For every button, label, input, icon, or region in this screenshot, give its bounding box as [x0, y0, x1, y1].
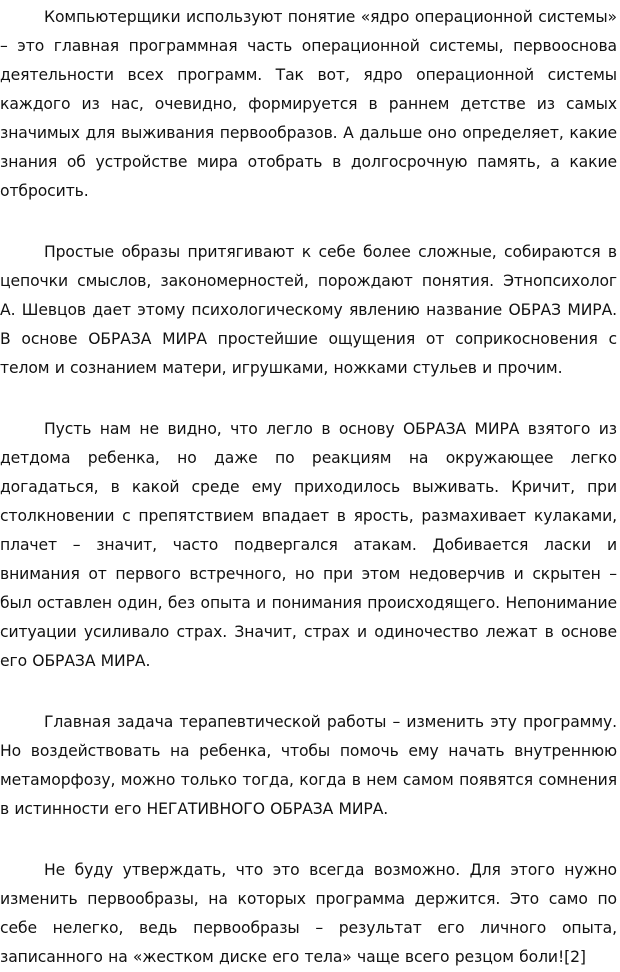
- paragraph-therapy-task: Главная задача терапевтической работы – изменить эту программу. Но воздействовать на ребенка, чтобы помочь ему начать внутреннюю метаморфозу, можно только тогда, когда в нем самом появятся сомнения в истинности его НЕГАТИВНОГО ОБРАЗА МИРА.: [0, 713, 617, 818]
- paragraph-os-kernel: Компьютерщики используют понятие «ядро операционной системы» – это главная программная часть операционной системы, первооснова деятельности всех программ. Так вот, ядро операционной системы каждого из нас, очевидно, формируется в раннем детстве из самых значимых для выживания первообразов. А дальше оно определяет, какие знания об устройстве мира отобрать в долгосрочную память, а какие отбросить.: [0, 8, 617, 200]
- paragraph-orphan-child: Пусть нам не видно, что легло в основу ОБРАЗА МИРА взятого из детдома ребенка, но даже по реакциям на окружающее легко догадаться, в какой среде ему приходилось выживать. Кричит, при столкновении с препятствием впадает в ярость, размахивает кулаками, плачет – значит, часто подвергался атакам. Добивается ласки и внимания от первого встречного, но при этом недоверчив и скрытен – был оставлен один, без опыта и понимания происходящего. Непонимание ситуации усиливало страх. Значит, страх и одиночество лежат в основе его ОБРАЗА МИРА.: [0, 420, 617, 670]
- paragraph-world-image: Простые образы притягивают к себе более сложные, собираются в цепочки смыслов, закономерностей, порождают понятия. Этнопсихолог А. Шевцов дает этому психологическому явлению название ОБРАЗ МИРА. В основе ОБРАЗА МИРА простейшие ощущения от соприкосновения с телом и сознанием матери, игрушками, ножками стульев и прочим.: [0, 243, 617, 377]
- paragraph-first-images: Не буду утверждать, что это всегда возможно. Для этого нужно изменить первообразы, на которых программа держится. Это само по себе нелегко, ведь первообразы – результат его личного опыта, записанного на «жестком диске его тела» чаще всего резцом боли![2]: [0, 861, 617, 966]
